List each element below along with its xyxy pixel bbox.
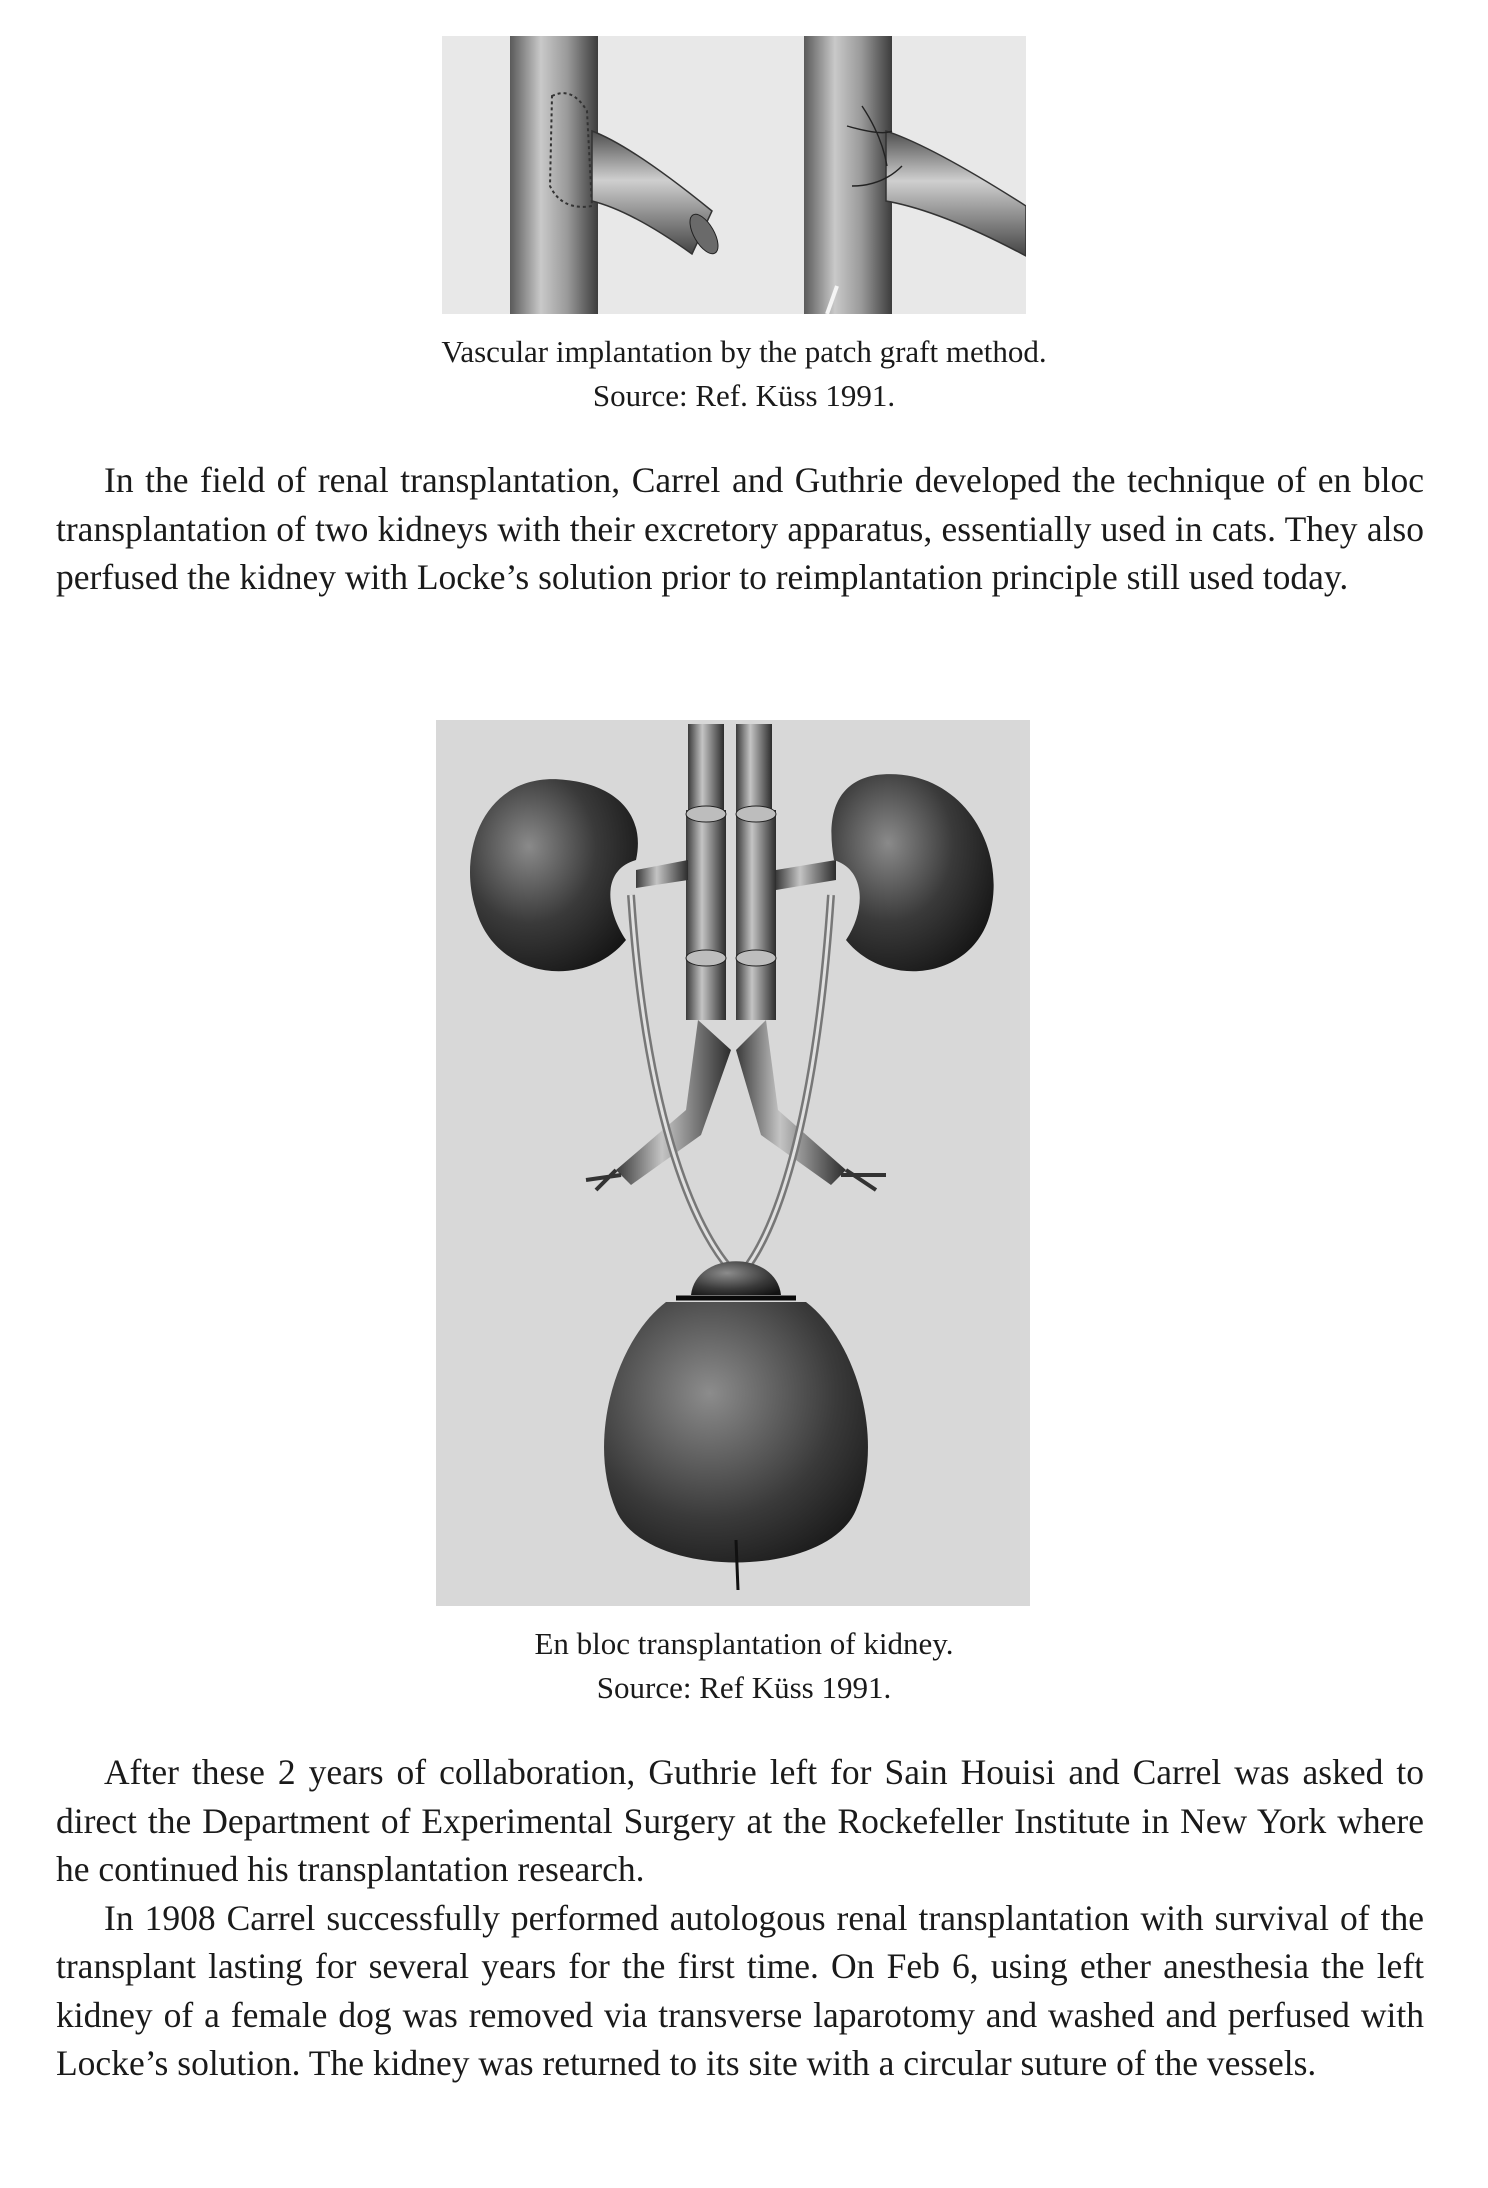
figure-patch-graft-illustration bbox=[442, 36, 1026, 314]
figure1-caption bbox=[0, 330, 1488, 418]
figure2-caption-title: En bloc transplantation of kidney. bbox=[534, 1626, 954, 1661]
paragraph-text: In the field of renal transplantation, Carrel and Guthrie developed the technique of en bloc transplantation of two kidneys with their excretory apparatus, essentially used in cats. They also perfused the kidney with Locke’s solution prior to reimplantation principle still used today. bbox=[56, 460, 1424, 597]
paragraph-collaboration: After these 2 years of collaboration, Guthrie left for Sain Houisi and Carrel was asked to direct the Department of Experimental Surgery at the Rockefeller Institute in New York where he continued his transplantation research. bbox=[56, 1752, 1424, 1889]
figure2-caption-source: Source: Ref Küss 1991. bbox=[596, 1670, 892, 1705]
paragraph-1908-transplant: In 1908 Carrel successfully performed autologous renal transplantation with survival of the transplant lasting for several years for the first time. On Feb 6, using ether anesthesia the left kidney of a female dog was removed via transverse laparotomy and washed and perfused with Locke’s solution. The kidney was returned to its site with a circular suture of the vessels. bbox=[56, 1897, 1424, 2083]
body-paragraph-renal-transplantation bbox=[56, 456, 1424, 602]
figure-en-bloc-kidney-illustration bbox=[436, 720, 1030, 1606]
figure2-caption bbox=[0, 1622, 1488, 1710]
figure1-caption-source: Source: Ref. Küss 1991. bbox=[592, 378, 896, 413]
figure1-caption-title: Vascular implantation by the patch graft method. bbox=[441, 334, 1047, 369]
body-paragraph-carrel-research bbox=[56, 1748, 1424, 2088]
